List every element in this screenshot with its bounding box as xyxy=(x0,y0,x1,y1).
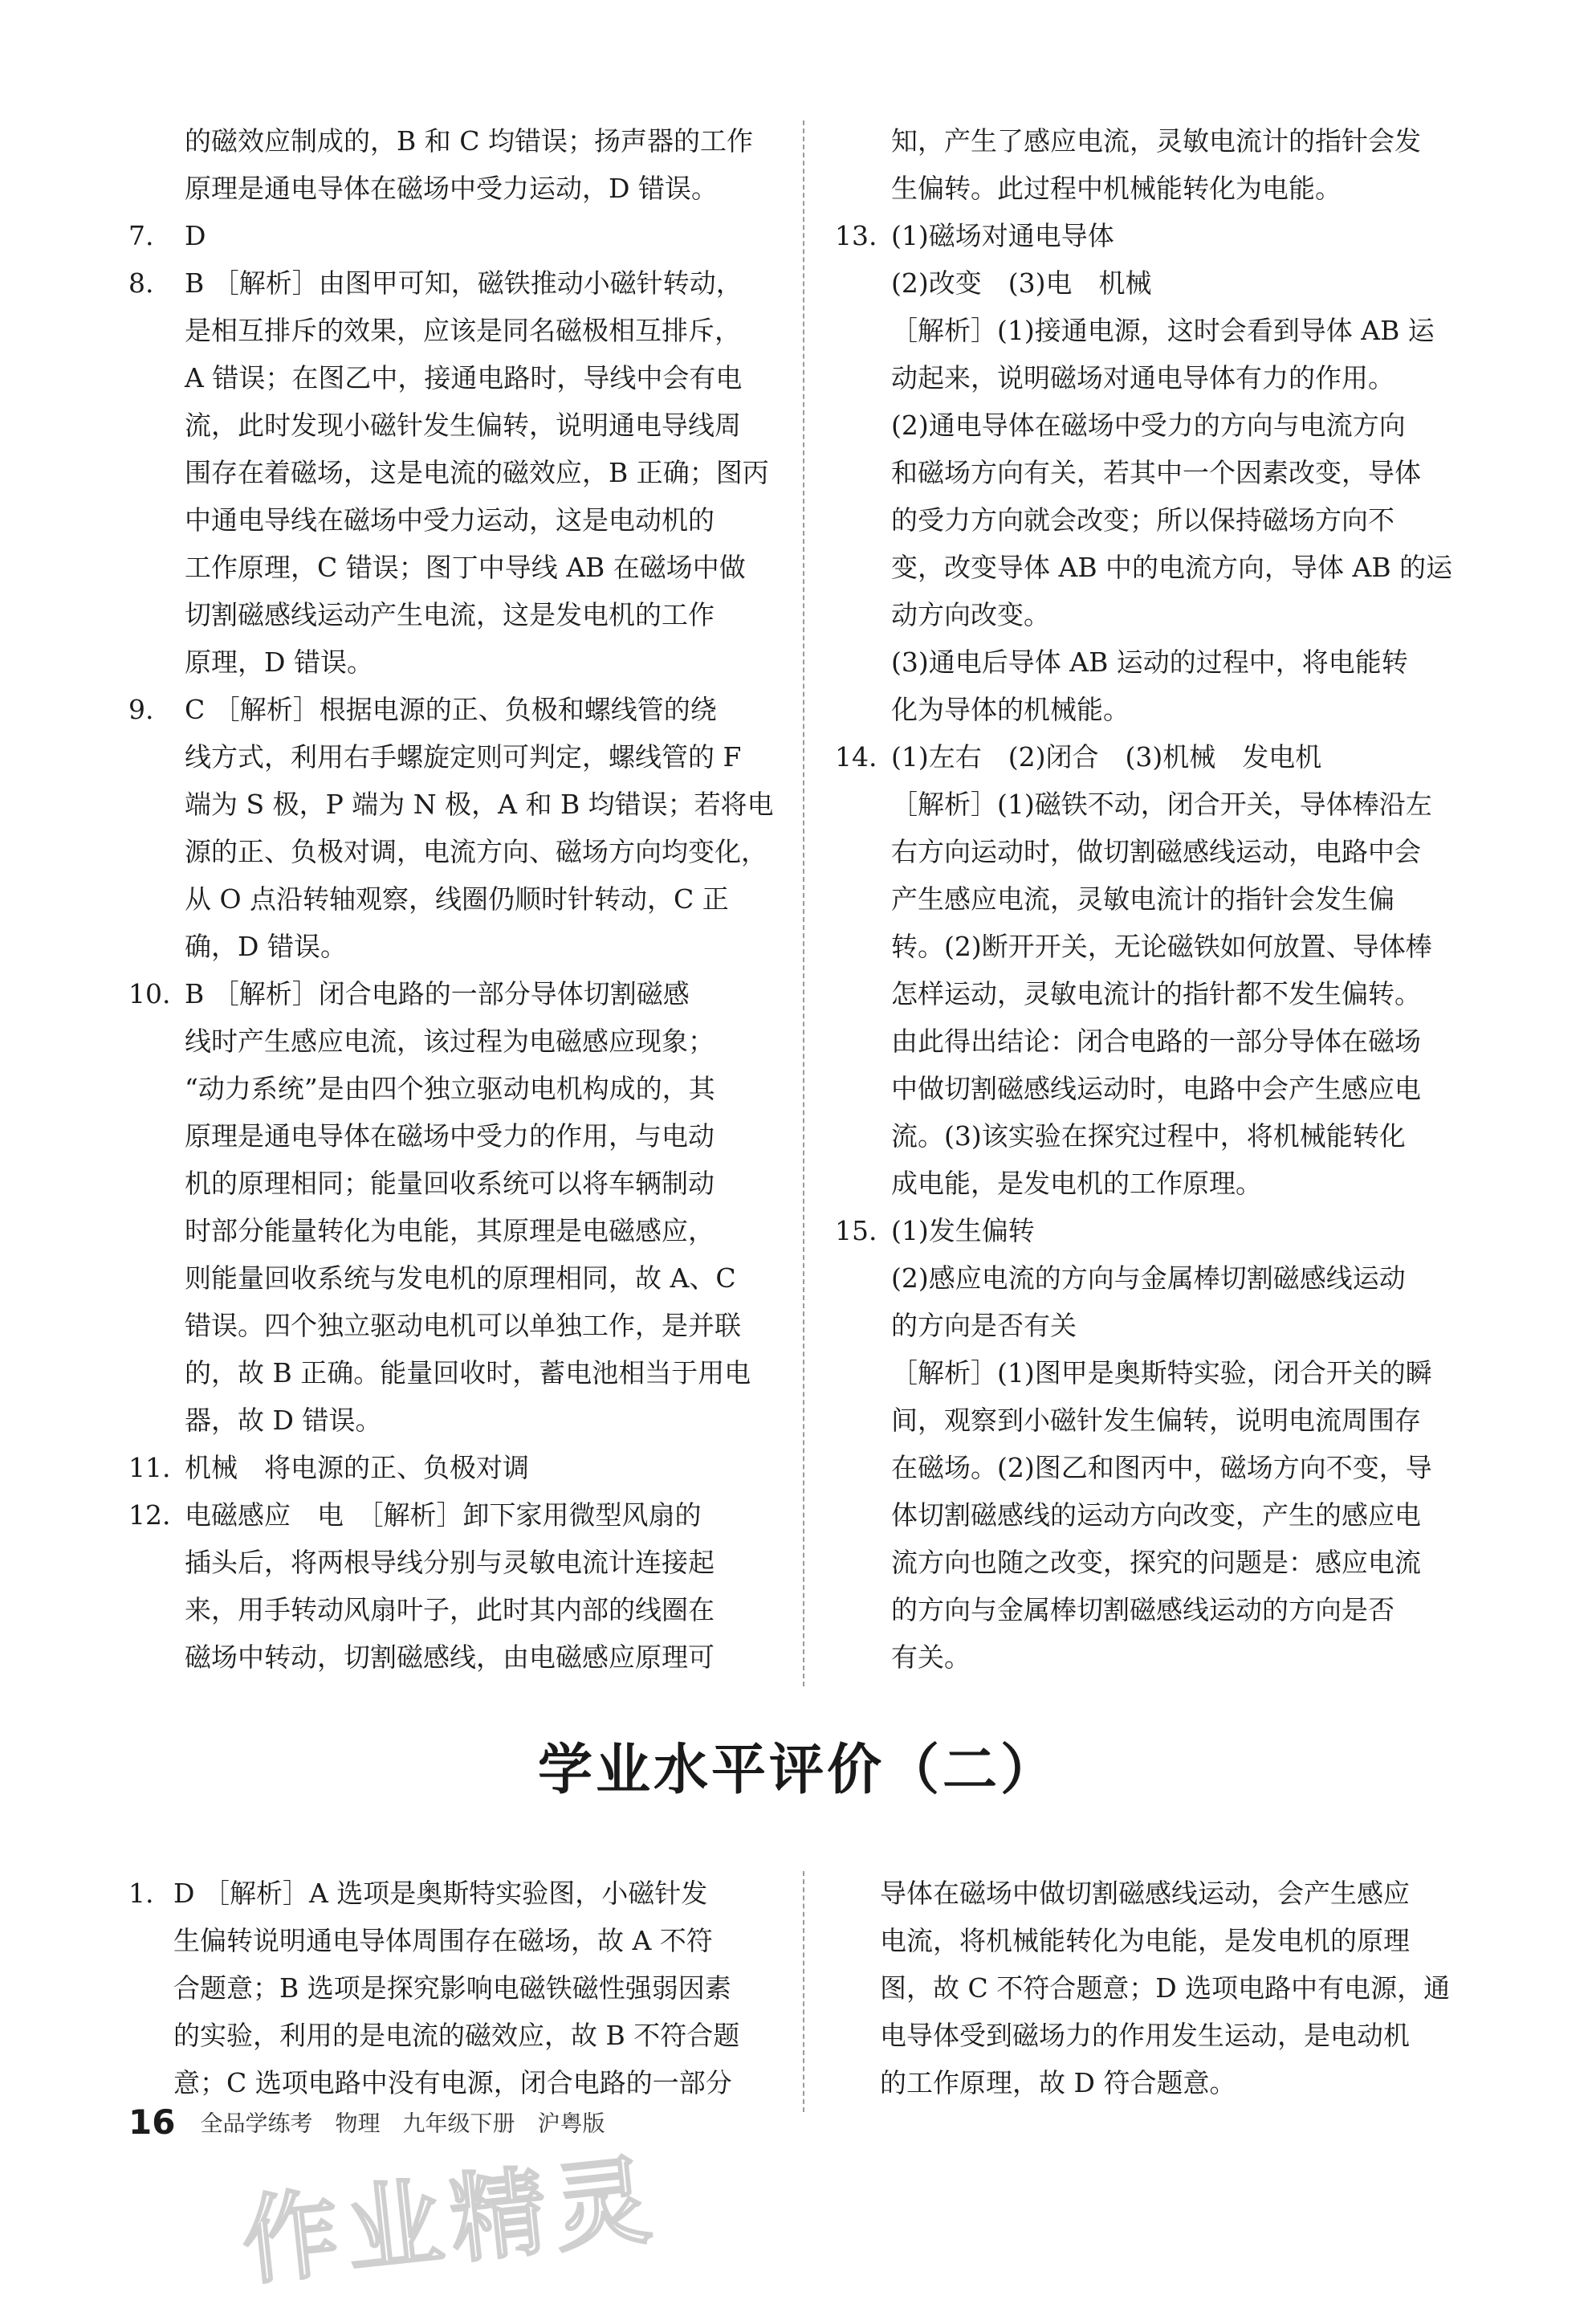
question-number: 7. xyxy=(128,220,154,251)
text-line xyxy=(128,923,771,970)
text-line xyxy=(128,1491,771,1539)
line-text: 的受力方向就会改变；所以保持磁场方向不 xyxy=(891,504,1394,536)
text-line xyxy=(128,781,774,828)
line-text: 是相互排斥的效果，应该是同名磁极相互排斥， xyxy=(185,315,741,346)
text-line xyxy=(835,1065,1477,1112)
question-number: 8. xyxy=(128,267,154,299)
text-line xyxy=(128,1160,771,1207)
line-text: 有关。 xyxy=(891,1641,971,1673)
line-text: 机的原理相同；能量回收系统可以将车辆制动 xyxy=(185,1168,715,1199)
line-text: (1)发生偏转 xyxy=(891,1215,1035,1246)
text-line xyxy=(128,1112,771,1160)
text-line xyxy=(128,1349,771,1397)
text-line xyxy=(835,828,1477,875)
line-text: 从 O 点沿转轴观察，线圈仍顺时针转动，C 正 xyxy=(185,883,729,915)
question-number: 13. xyxy=(835,220,877,251)
column-divider-section2 xyxy=(803,1871,804,2112)
text-line xyxy=(128,1254,771,1302)
line-text: 导体在磁场中做切割磁感线运动，会产生感应 xyxy=(880,1878,1410,1909)
question-number: 1. xyxy=(128,1878,154,1909)
text-line xyxy=(128,2012,771,2059)
line-text: 的方向与金属棒切割磁感线运动的方向是否 xyxy=(891,1594,1394,1625)
question-number: 14. xyxy=(835,741,877,773)
line-text: (1)左右 (2)闭合 (3)机械 发电机 xyxy=(891,741,1322,773)
line-text: 工作原理，C 错误；图丁中导线 AB 在磁场中做 xyxy=(185,552,746,583)
line-text: 原理是通电导体在磁场中受力的作用，与电动 xyxy=(185,1120,715,1152)
section-title: 学业水平评价（二） xyxy=(537,1739,1058,1802)
text-line xyxy=(835,686,1477,733)
line-text: 间，观察到小磁针发生偏转，说明电流周围存 xyxy=(891,1405,1421,1436)
line-text: 化为导体的机械能。 xyxy=(891,694,1130,725)
line-text: 体切割磁感线的运动方向改变，产生的感应电 xyxy=(891,1499,1421,1531)
text-line xyxy=(128,1633,771,1681)
line-text: A 错误；在图乙中，接通电路时，导线中会有电 xyxy=(185,362,743,394)
line-text: 切割磁感线运动产生电流，这是发电机的工作 xyxy=(185,599,715,630)
line-text: 围存在着磁场，这是电流的磁效应，B 正确；图丙 xyxy=(185,457,769,488)
line-text: 中通电导线在磁场中受力运动，这是电动机的 xyxy=(185,504,715,536)
line-text: 中做切割磁感线运动时，电路中会产生感应电 xyxy=(891,1073,1421,1104)
text-line xyxy=(128,1917,771,1964)
line-text: 线时产生感应电流，该过程为电磁感应现象； xyxy=(185,1026,715,1057)
text-line xyxy=(128,828,771,875)
text-line xyxy=(128,212,771,259)
left-column xyxy=(128,117,774,1681)
line-text: 机械 将电源的正、负极对调 xyxy=(185,1452,529,1483)
text-line xyxy=(128,1586,771,1633)
page-number: 16 xyxy=(128,2102,176,2142)
text-line xyxy=(835,1964,1477,2012)
line-text: (2)感应电流的方向与金属棒切割磁感线运动 xyxy=(891,1262,1406,1294)
line-text: 右方向运动时，做切割磁感线运动，电路中会 xyxy=(891,836,1421,867)
right-column-section2 xyxy=(835,1870,1477,2106)
text-line xyxy=(835,1870,1477,1917)
text-line xyxy=(835,1917,1477,1964)
line-text: ［解析］(1)图甲是奥斯特实验，闭合开关的瞬 xyxy=(891,1357,1432,1389)
text-line xyxy=(835,591,1477,638)
line-text: 电导体受到磁场力的作用发生运动，是电动机 xyxy=(880,2020,1410,2051)
line-text: 电磁感应 电 ［解析］卸下家用微型风扇的 xyxy=(185,1499,702,1531)
line-text: 磁场中转动，切割磁感线，由电磁感应原理可 xyxy=(185,1641,715,1673)
text-line xyxy=(128,496,771,544)
text-line xyxy=(835,1302,1477,1349)
line-text: 在磁场。(2)图乙和图丙中，磁场方向不变，导 xyxy=(891,1452,1432,1483)
text-line xyxy=(835,1112,1477,1160)
text-line xyxy=(835,970,1477,1017)
line-text: 原理是通电导体在磁场中受力运动，D 错误。 xyxy=(185,173,718,204)
book-info: 全品学练考 物理 九年级下册 沪粤版 xyxy=(200,2110,605,2137)
line-text: 图，故 C 不符合题意；D 选项电路中有电源，通 xyxy=(880,1972,1451,2004)
line-text: 生偏转。此过程中机械能转化为电能。 xyxy=(891,173,1342,204)
line-text: 则能量回收系统与发电机的原理相同，故 A、C xyxy=(185,1262,736,1294)
text-line xyxy=(128,402,771,449)
text-line xyxy=(128,165,771,212)
text-line xyxy=(835,1633,1477,1681)
line-text: 流方向也随之改变，探究的问题是：感应电流 xyxy=(891,1547,1421,1578)
line-text: (3)通电后导体 AB 运动的过程中，将电能转 xyxy=(891,646,1408,678)
text-line xyxy=(128,638,771,686)
line-text: 确，D 错误。 xyxy=(185,931,347,962)
text-line xyxy=(835,1017,1477,1065)
text-line xyxy=(128,1207,771,1254)
text-line xyxy=(128,1017,771,1065)
text-line xyxy=(835,496,1477,544)
left-column-section2 xyxy=(128,1870,771,2106)
text-line xyxy=(835,307,1477,354)
line-text: 错误。四个独立驱动电机可以单独工作，是并联 xyxy=(185,1310,741,1341)
text-line xyxy=(128,1539,771,1586)
text-line xyxy=(835,1586,1477,1633)
line-text: (2)改变 (3)电 机械 xyxy=(891,267,1152,299)
text-line xyxy=(128,970,771,1017)
text-line xyxy=(835,449,1477,496)
line-text: (2)通电导体在磁场中受力的方向与电流方向 xyxy=(891,410,1406,441)
line-text: 的，故 B 正确。能量回收时，蓄电池相当于用电 xyxy=(185,1357,751,1389)
line-text: 成电能，是发电机的工作原理。 xyxy=(891,1168,1262,1199)
line-text: D xyxy=(185,220,206,251)
line-text: ［解析］(1)接通电源，这时会看到导体 AB 运 xyxy=(891,315,1435,346)
text-line xyxy=(835,1349,1477,1397)
text-line xyxy=(128,544,771,591)
question-number: 10. xyxy=(128,978,171,1009)
text-line xyxy=(835,781,1477,828)
line-text: 原理，D 错误。 xyxy=(185,646,373,678)
line-text: B ［解析］由图甲可知，磁铁推动小磁针转动， xyxy=(185,267,743,299)
watermark: 作业精灵 xyxy=(237,2144,664,2299)
line-text: D ［解析］A 选项是奥斯特实验图，小磁针发 xyxy=(173,1878,708,1909)
line-text: 器，故 D 错误。 xyxy=(185,1405,382,1436)
line-text: 动起来，说明磁场对通电导体有力的作用。 xyxy=(891,362,1394,394)
text-line xyxy=(835,875,1477,923)
line-text: 的磁效应制成的，B 和 C 均错误；扬声器的工作 xyxy=(185,125,753,157)
text-line xyxy=(128,354,771,402)
line-text: 由此得出结论：闭合电路的一部分导体在磁场 xyxy=(891,1026,1421,1057)
line-text: 产生感应电流，灵敏电流计的指针会发生偏 xyxy=(891,883,1394,915)
text-line xyxy=(128,591,771,638)
text-line xyxy=(128,733,771,781)
line-text: 的实验，利用的是电流的磁效应，故 B 不符合题 xyxy=(173,2020,740,2051)
line-text: 流，此时发现小磁针发生偏转，说明通电导线周 xyxy=(185,410,741,441)
text-line xyxy=(835,2012,1477,2059)
text-line xyxy=(128,117,771,165)
column-divider xyxy=(803,120,804,1686)
line-text: 插头后，将两根导线分别与灵敏电流计连接起 xyxy=(185,1547,715,1578)
text-line xyxy=(835,1160,1477,1207)
line-text: 流。(3)该实验在探究过程中，将机械能转化 xyxy=(891,1120,1406,1152)
text-line xyxy=(835,638,1477,686)
line-text: 怎样运动，灵敏电流计的指针都不发生偏转。 xyxy=(891,978,1421,1009)
text-line xyxy=(128,1302,771,1349)
line-text: 意；C 选项电路中没有电源，闭合电路的一部分 xyxy=(173,2067,732,2098)
line-text: 合题意；B 选项是探究影响电磁铁磁性强弱因素 xyxy=(173,1972,731,2004)
text-line xyxy=(835,402,1477,449)
text-line xyxy=(128,1964,771,2012)
text-line xyxy=(128,1065,771,1112)
text-line xyxy=(835,733,1477,781)
text-line xyxy=(835,1539,1477,1586)
text-line xyxy=(128,1397,771,1444)
line-text: 的工作原理，故 D 符合题意。 xyxy=(880,2067,1236,2098)
line-text: 端为 S 极，P 端为 N 极，A 和 B 均错误；若将电 xyxy=(185,789,774,820)
line-text: 的方向是否有关 xyxy=(891,1310,1077,1341)
text-line xyxy=(128,875,771,923)
text-line xyxy=(835,354,1477,402)
text-line xyxy=(835,1254,1477,1302)
question-number: 11. xyxy=(128,1452,171,1483)
line-text: 时部分能量转化为电能，其原理是电磁感应， xyxy=(185,1215,715,1246)
line-text: 来，用手转动风扇叶子，此时其内部的线圈在 xyxy=(185,1594,715,1625)
text-line xyxy=(128,307,771,354)
line-text: 变，改变导体 AB 中的电流方向，导体 AB 的运 xyxy=(891,552,1453,583)
line-text: 线方式，利用右手螺旋定则可判定，螺线管的 F xyxy=(185,741,742,773)
line-text: 源的正、负极对调，电流方向、磁场方向均变化， xyxy=(185,836,767,867)
text-line xyxy=(835,1207,1477,1254)
text-line xyxy=(835,259,1477,307)
question-number: 9. xyxy=(128,694,154,725)
text-line xyxy=(835,544,1477,591)
right-column xyxy=(835,117,1477,1681)
line-text: 和磁场方向有关，若其中一个因素改变，导体 xyxy=(891,457,1421,488)
text-line xyxy=(128,2059,771,2106)
line-text: (1)磁场对通电导体 xyxy=(891,220,1114,251)
text-line xyxy=(835,1444,1477,1491)
question-number: 15. xyxy=(835,1215,877,1246)
text-line xyxy=(835,1397,1477,1444)
text-line xyxy=(835,923,1477,970)
text-line xyxy=(835,212,1477,259)
text-line xyxy=(835,165,1477,212)
line-text: 电流，将机械能转化为电能，是发电机的原理 xyxy=(880,1925,1410,1956)
text-line xyxy=(128,259,771,307)
text-line xyxy=(128,1870,771,1917)
question-number: 12. xyxy=(128,1499,171,1531)
line-text: 生偏转说明通电导体周围存在磁场，故 A 不符 xyxy=(173,1925,713,1956)
line-text: “动力系统”是由四个独立驱动电机构成的，其 xyxy=(185,1073,715,1104)
text-line xyxy=(128,686,771,733)
text-line xyxy=(128,449,771,496)
line-text: C ［解析］根据电源的正、负极和螺线管的绕 xyxy=(185,694,717,725)
line-text: ［解析］(1)磁铁不动，闭合开关，导体棒沿左 xyxy=(891,789,1432,820)
line-text: B ［解析］闭合电路的一部分导体切割磁感 xyxy=(185,978,690,1009)
text-line xyxy=(835,2059,1477,2106)
text-line xyxy=(835,117,1477,165)
line-text: 转。(2)断开开关，无论磁铁如何放置、导体棒 xyxy=(891,931,1432,962)
line-text: 知，产生了感应电流，灵敏电流计的指针会发 xyxy=(891,125,1421,157)
text-line xyxy=(128,1444,771,1491)
line-text: 动方向改变。 xyxy=(891,599,1050,630)
text-line xyxy=(835,1491,1477,1539)
